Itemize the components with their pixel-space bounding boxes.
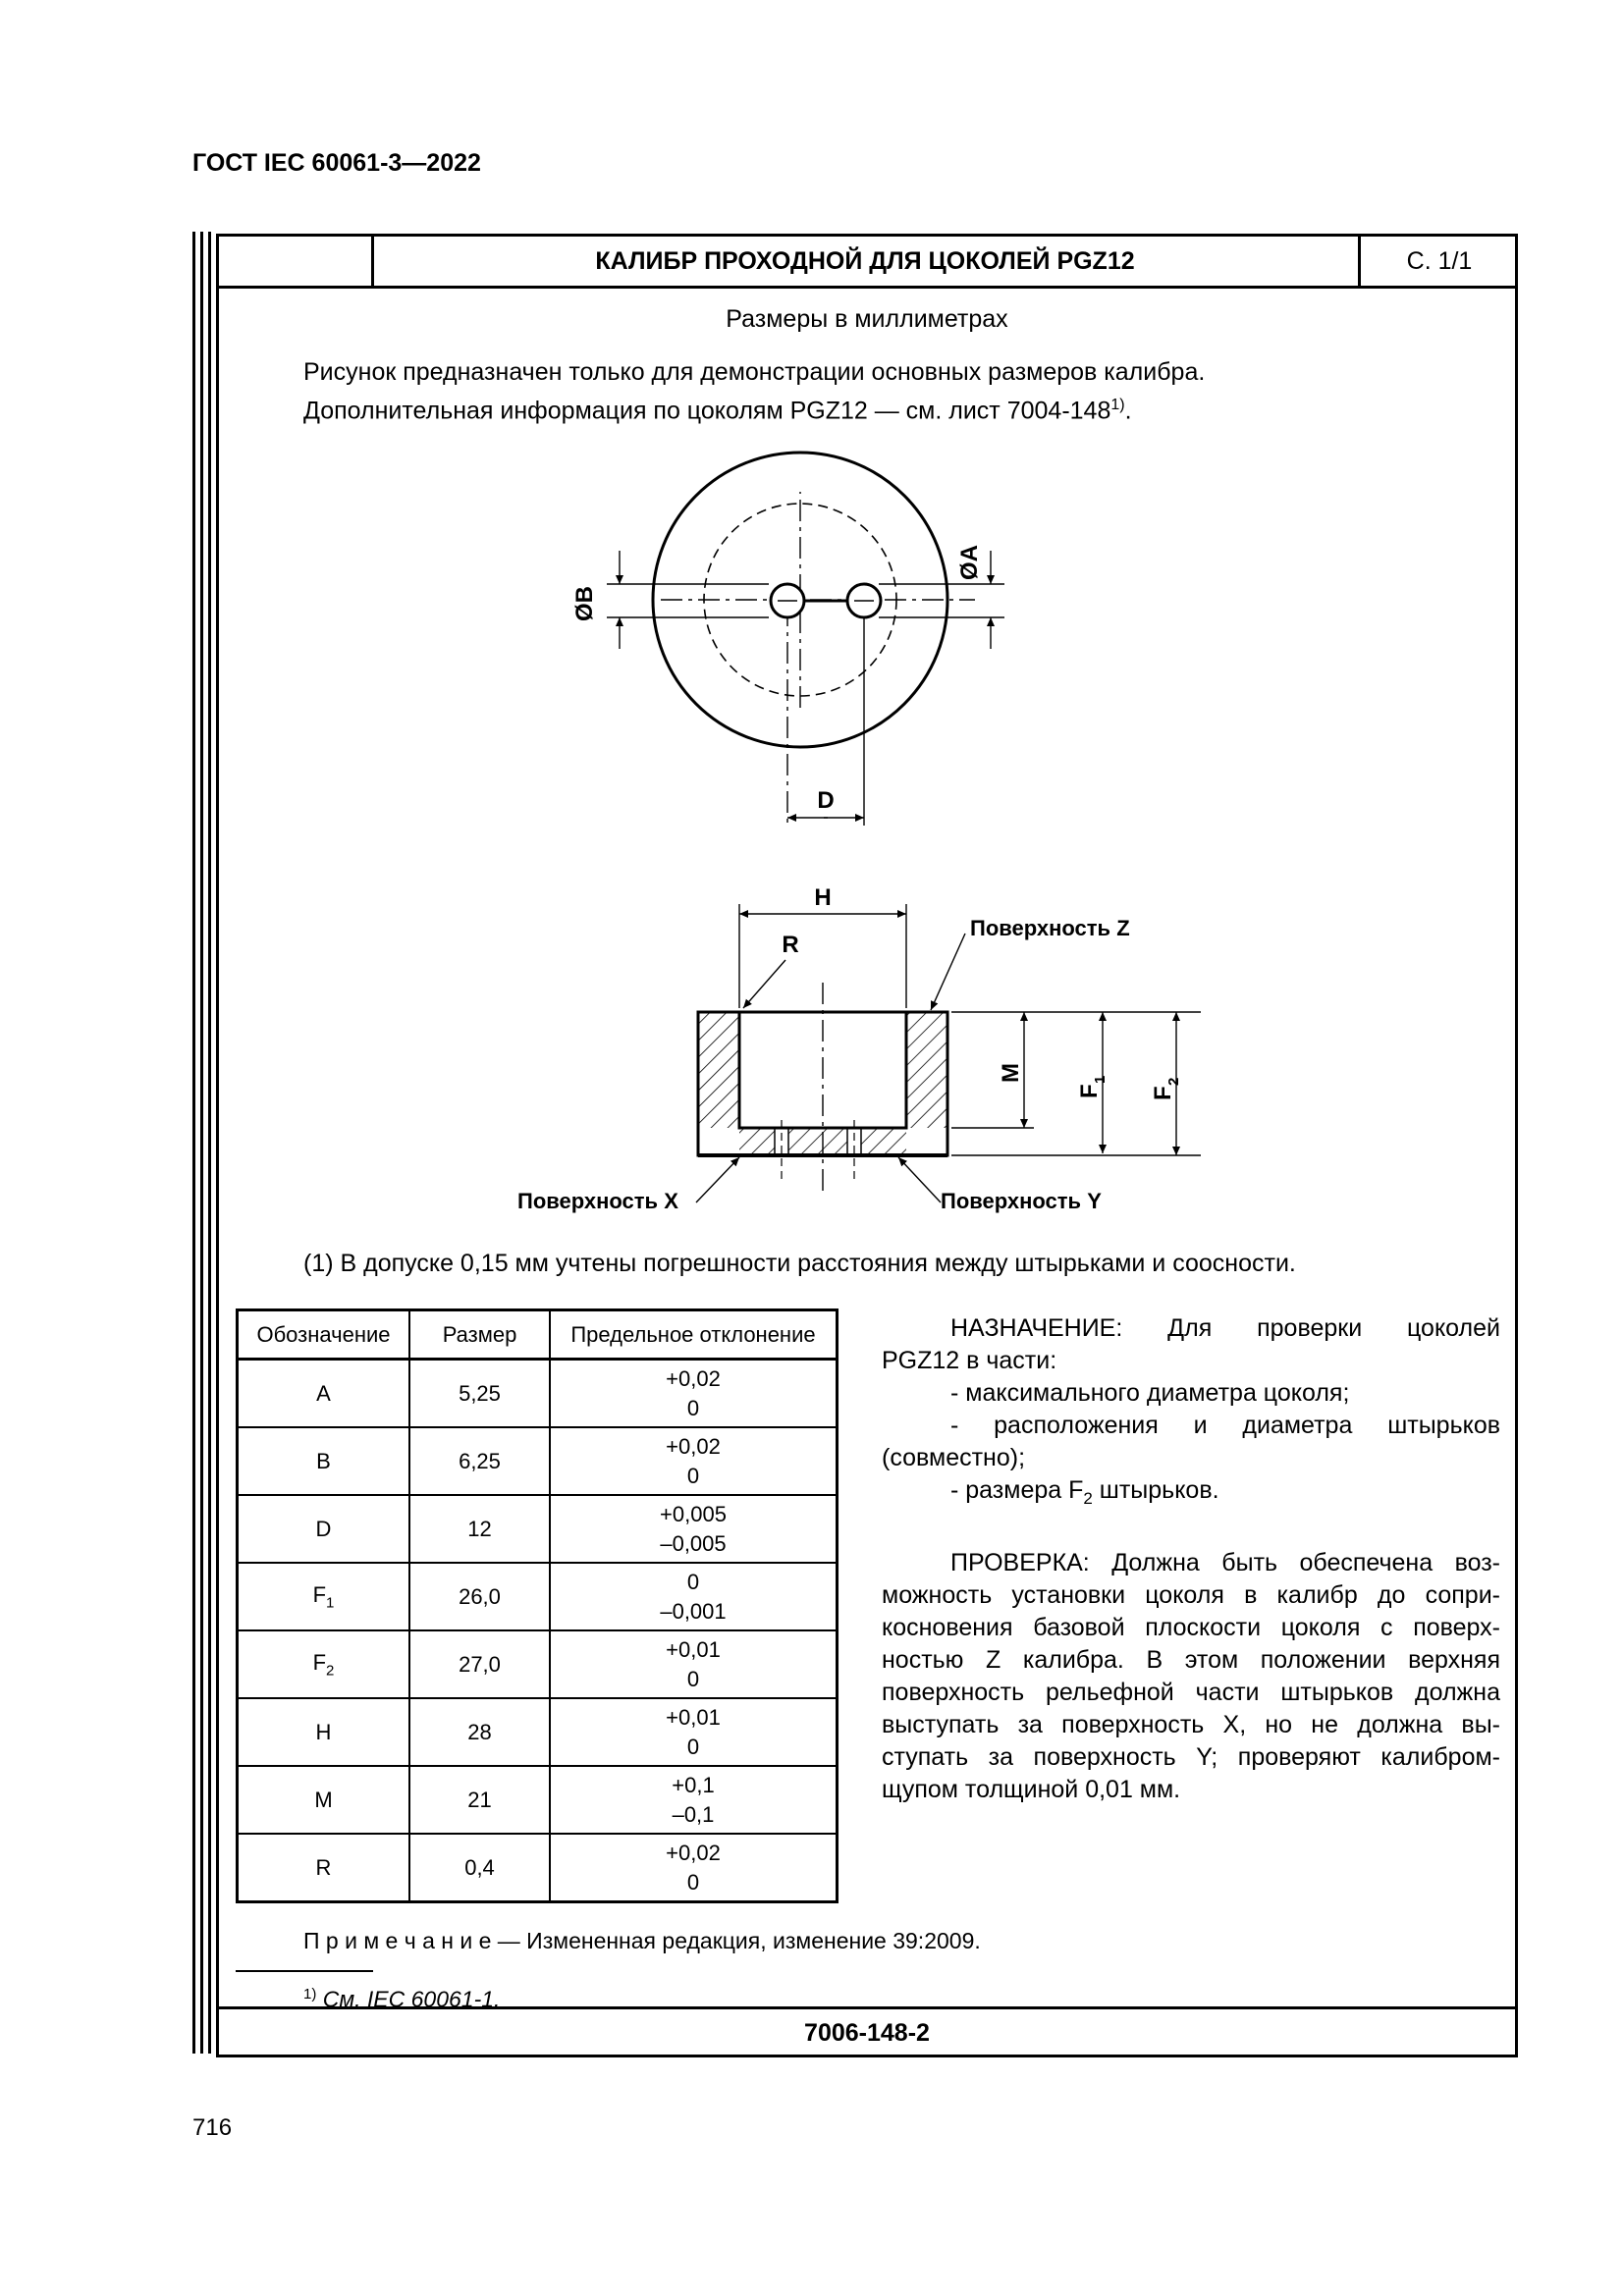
cell-size: 21 bbox=[409, 1766, 550, 1834]
cell-symbol: D bbox=[238, 1495, 410, 1563]
cell-symbol: A bbox=[238, 1360, 410, 1428]
cell-symbol: H bbox=[238, 1698, 410, 1766]
cell-symbol: B bbox=[238, 1427, 410, 1495]
cell-size: 0,4 bbox=[409, 1834, 550, 1902]
note: П р и м е ч а н и е — Измененная редакция, изменение 39:2009. bbox=[303, 1928, 981, 1953]
check-line: поверхность рельефной части штырьков должна bbox=[882, 1679, 1500, 1706]
margin-bar bbox=[208, 232, 211, 2054]
page-number: 716 bbox=[192, 2114, 233, 2141]
sheet-title: КАЛИБР ПРОХОДНОЙ ДЛЯ ЦОКОЛЕЙ PGZ12 bbox=[595, 247, 1135, 275]
table-row bbox=[238, 1360, 838, 1428]
label-d: D bbox=[817, 787, 835, 814]
document-header: ГОСТ IEC 60061-3—2022 bbox=[192, 149, 481, 177]
footnote-separator bbox=[236, 1970, 373, 1972]
pin-hole-left bbox=[771, 584, 804, 617]
table-header-cell: Предельное отклонение bbox=[550, 1310, 838, 1360]
svg-text:F: F bbox=[1150, 1086, 1176, 1100]
table-row bbox=[238, 1766, 838, 1834]
cell-deviation: +0,01 0 bbox=[550, 1630, 838, 1698]
table-header-cell: Обозначение bbox=[238, 1310, 410, 1360]
pin-hole-right bbox=[847, 584, 881, 617]
check-line: можность установки цоколя в калибр до сопри- bbox=[882, 1581, 1500, 1609]
cell-size: 6,25 bbox=[409, 1427, 550, 1495]
sheet-page-indicator: С. 1/1 bbox=[1358, 237, 1518, 286]
label-f2 bbox=[1150, 1078, 1182, 1100]
dimension-m-f1-f2 bbox=[951, 1012, 1201, 1155]
table-row bbox=[238, 1563, 838, 1630]
cell-deviation: +0,005 –0,005 bbox=[550, 1495, 838, 1563]
check-line: ступать за поверхность Y; проверяют калибром- bbox=[882, 1743, 1500, 1771]
cell-symbol: $F_1$ bbox=[238, 1563, 410, 1630]
label-surface-x: Поверхность X bbox=[517, 1189, 678, 1213]
label-surface-z: Поверхность Z bbox=[970, 916, 1130, 940]
table-row bbox=[238, 1834, 838, 1902]
cell-deviation: +0,02 0 bbox=[550, 1360, 838, 1428]
cell-symbol: M bbox=[238, 1766, 410, 1834]
purpose-item: - расположения и диаметра штырьков bbox=[950, 1412, 1500, 1439]
cell-size: 28 bbox=[409, 1698, 550, 1766]
label-diam-b: ØB bbox=[571, 586, 598, 621]
leader-surface-x bbox=[696, 1157, 739, 1202]
purpose-item: - размера $F_2$ штырьков. bbox=[950, 1476, 1219, 1508]
cell-deviation: 0 –0,001 bbox=[550, 1563, 838, 1630]
intro-line-1: Рисунок предназначен только для демонстрации основных размеров калибра. bbox=[303, 358, 1206, 386]
purpose-item: - максимального диаметра цоколя; bbox=[950, 1379, 1350, 1407]
cell-symbol: $F_2$ bbox=[238, 1630, 410, 1698]
purpose-line: НАЗНАЧЕНИЕ: Для проверки цоколей bbox=[950, 1314, 1500, 1342]
svg-text:1: 1 bbox=[1092, 1075, 1109, 1084]
table-row bbox=[238, 1698, 838, 1766]
cell-deviation: +0,01 0 bbox=[550, 1698, 838, 1766]
cell-size: 5,25 bbox=[409, 1360, 550, 1428]
cell-deviation: +0,1 –0,1 bbox=[550, 1766, 838, 1834]
table-header-cell: Размер bbox=[409, 1310, 550, 1360]
centerlines bbox=[661, 492, 975, 826]
table-row bbox=[238, 1630, 838, 1698]
check-line: ностью Z калибра. В этом положении верхняя bbox=[882, 1646, 1500, 1674]
leader-surface-y bbox=[898, 1157, 941, 1202]
label-m: M bbox=[998, 1063, 1024, 1083]
cell-size: 26,0 bbox=[409, 1563, 550, 1630]
check-line: косновения базовой плоскости цоколя с поверх- bbox=[882, 1614, 1500, 1641]
label-surface-y: Поверхность Y bbox=[941, 1189, 1102, 1213]
table-row bbox=[238, 1495, 838, 1563]
check-line: выступать за поверхность X, но не должна вы- bbox=[882, 1711, 1500, 1738]
label-h: H bbox=[814, 884, 832, 911]
label-diam-a: ØA bbox=[956, 545, 983, 580]
footnote-ref: 1) bbox=[1110, 397, 1125, 413]
table-row bbox=[238, 1427, 838, 1495]
svg-text:2: 2 bbox=[1165, 1077, 1182, 1086]
intro-line-2: Дополнительная информация по цоколям PGZ12 — см. лист 7004-148$^{1)}$. bbox=[303, 397, 1132, 425]
cell-deviation: +0,02 0 bbox=[550, 1834, 838, 1902]
check-line: щупом толщиной 0,01 мм. bbox=[882, 1776, 1181, 1803]
cell-size: 27,0 bbox=[409, 1630, 550, 1698]
sheet-frame bbox=[216, 234, 1518, 2057]
margin-bar bbox=[192, 232, 195, 2054]
label-f1 bbox=[1076, 1076, 1109, 1098]
table-header-row bbox=[238, 1310, 838, 1360]
leader-r bbox=[743, 960, 785, 1008]
purpose-text bbox=[882, 1312, 1500, 1806]
svg-text:F: F bbox=[1076, 1084, 1103, 1098]
units-caption: Размеры в миллиметрах bbox=[726, 305, 1008, 333]
margin-bar bbox=[200, 232, 203, 2054]
footnote: $^{1)}$ См. IEC 60061-1. bbox=[303, 1986, 501, 2012]
check-line: ПРОВЕРКА: Должна быть обеспечена воз- bbox=[950, 1549, 1500, 1576]
leader-surface-z bbox=[931, 934, 965, 1010]
dimensions-table bbox=[236, 1308, 839, 1903]
cell-size: 12 bbox=[409, 1495, 550, 1563]
sheet-code: 7006-148-2 bbox=[219, 2006, 1515, 2057]
cell-symbol: R bbox=[238, 1834, 410, 1902]
label-r: R bbox=[782, 932, 799, 958]
purpose-line: PGZ12 в части: bbox=[882, 1347, 1057, 1374]
cell-deviation: +0,02 0 bbox=[550, 1427, 838, 1495]
tolerance-note: (1) В допуске 0,15 мм учтены погрешности расстояния между штырьками и соосности. bbox=[303, 1250, 1296, 1277]
top-view-drawing bbox=[219, 237, 1515, 1238]
purpose-item: (совместно); bbox=[882, 1444, 1026, 1471]
